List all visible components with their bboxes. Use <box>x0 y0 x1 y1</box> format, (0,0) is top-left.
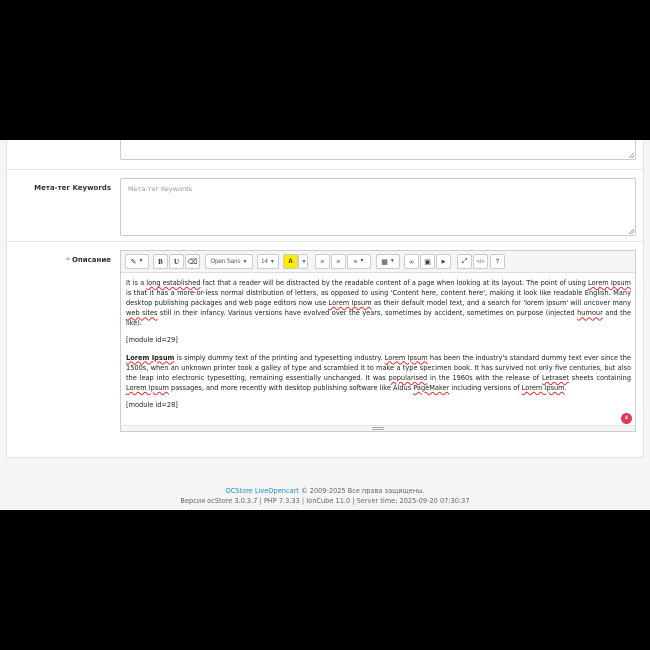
meta-keywords-row <box>7 169 643 241</box>
spellcheck-word: Lorem Ipsum <box>384 353 428 362</box>
link-button[interactable] <box>404 254 419 269</box>
table-dropdown[interactable]: ▦ ▼ <box>376 254 400 269</box>
font-family-value: Open Sans <box>210 258 241 265</box>
paragraph: It is a long established fact that a reader will be distracted by the readable content of a page when looking at its layout. The point of using Lorem Ipsum is that it has a more-or-less normal distribution of letters, as opposed to using 'Content here, content here', making it look like readable English. Many desktop publishing packages and web page editors now use Lorem Ipsum as their default model text, and a search for 'lorem ipsum' will uncover many web sites still in their infancy. Various versions have evolved over the years, sometimes by accident, sometimes on purpose (injected humour and the like). <box>126 279 632 328</box>
meta-description-textarea[interactable] <box>120 140 636 160</box>
spellcheck-word: web sites <box>126 309 158 318</box>
table-icon: ▦ <box>381 257 388 266</box>
question-icon: ? <box>495 258 500 265</box>
eraser-icon: ⌫ <box>187 257 198 266</box>
footer <box>0 486 650 506</box>
paragraph-dropdown[interactable]: ≡ ▼ <box>347 254 371 269</box>
grammar-checker-icon[interactable]: 4 <box>621 413 632 424</box>
list-ol-icon: ≡ <box>336 257 341 266</box>
image-icon: ▣ <box>424 257 431 266</box>
meta-keywords-label: Мета-тег Keywords <box>34 184 111 192</box>
video-icon: ▶ <box>441 259 446 265</box>
footer-version: Версия ocStore 3.0.3.7 | PHP 7.3.33 | IonCube 11.0 | Server time: 2025-09-20 07:30:37 <box>180 497 470 505</box>
spellcheck-word: humour <box>577 309 603 318</box>
chevron-down-icon: ▼ <box>301 258 307 265</box>
spellcheck-word: Lorem Ipsum <box>126 353 175 362</box>
editor-content[interactable] <box>126 278 631 418</box>
picture-button[interactable] <box>420 254 435 269</box>
list-ul-icon: ≡ <box>320 257 325 266</box>
fullscreen-button[interactable] <box>457 254 472 269</box>
font-size-value: 14 <box>261 258 268 265</box>
spellcheck-word: Letraset <box>541 373 569 382</box>
link-icon: ∞ <box>409 257 414 266</box>
form-panel <box>6 140 644 458</box>
module-shortcode: [module id=28] <box>126 400 178 409</box>
chevron-down-icon: ▼ <box>269 258 275 265</box>
magic-wand-icon: ✎ <box>130 257 137 266</box>
resize-grip-icon[interactable] <box>372 427 384 430</box>
chevron-down-icon: ▼ <box>242 258 248 265</box>
resize-handle-icon[interactable] <box>629 153 634 158</box>
font-color-icon: A <box>288 258 293 265</box>
clear-format-button[interactable] <box>185 254 200 269</box>
unordered-list-button[interactable] <box>315 254 330 269</box>
editor-toolbar <box>121 251 635 273</box>
required-mark: * <box>66 256 70 264</box>
codeview-button[interactable] <box>473 254 488 269</box>
meta-keywords-textarea[interactable] <box>120 178 636 236</box>
spellcheck-word: Lorem Ipsum <box>521 383 565 392</box>
font-family-dropdown[interactable] <box>205 254 253 269</box>
expand-icon: ⤢ <box>461 257 468 265</box>
spellcheck-word: long established <box>146 279 201 287</box>
ordered-list-button[interactable] <box>331 254 346 269</box>
resize-handle-icon[interactable] <box>629 229 634 234</box>
editor-resize-bar[interactable] <box>121 425 635 431</box>
paragraph: Lorem Ipsum is simply dummy text of the printing and typesetting industry. Lorem Ipsum has been the industry's standard dummy text ever since the 1500s, when an unknown printer took a galley of type and scrambled it to make a type specimen book. It has survived not only five centuries, but also the leap into electronic typesetting, remaining essentially unchanged. It was popularised in the 1960s with the release of Letraset sheets containing Lorem Ipsum passages, and more recently with desktop publishing software like Aldus PageMaker including versions of Lorem Ipsum. <box>126 353 632 392</box>
font-size-dropdown[interactable] <box>257 254 279 269</box>
spellcheck-word: Lorem Ipsum <box>126 383 169 392</box>
spellcheck-word: popularised <box>388 373 428 382</box>
rich-text-editor[interactable] <box>120 250 636 432</box>
footer-link[interactable]: OCStore LiveOpencart <box>225 487 299 495</box>
module-shortcode: [module id=29] <box>126 336 178 345</box>
admin-page <box>0 140 650 510</box>
help-button[interactable] <box>490 254 505 269</box>
description-label-text: Описание <box>71 256 111 264</box>
underline-button[interactable] <box>169 254 184 269</box>
description-label <box>66 256 111 264</box>
code-icon: </> <box>476 258 485 265</box>
align-left-icon: ≡ <box>353 257 358 266</box>
spellcheck-word: Lorem Ipsum <box>328 299 372 308</box>
bold-button[interactable] <box>153 254 168 269</box>
video-button[interactable] <box>436 254 451 269</box>
text-color-button[interactable] <box>283 254 298 269</box>
bold-icon: B <box>158 257 163 266</box>
underline-icon: U <box>173 257 180 266</box>
footer-copyright: OCStore LiveOpencart © 2009-2025 Все права защищены. <box>225 487 425 495</box>
spellcheck-word: PageMaker <box>413 383 450 392</box>
style-button[interactable]: ✎ ▼ <box>125 254 149 269</box>
spellcheck-word: Lorem Ipsum <box>588 279 631 287</box>
meta-keywords-placeholder: Мета-тег Keywords <box>128 185 193 193</box>
color-dropdown-button[interactable] <box>298 254 308 269</box>
